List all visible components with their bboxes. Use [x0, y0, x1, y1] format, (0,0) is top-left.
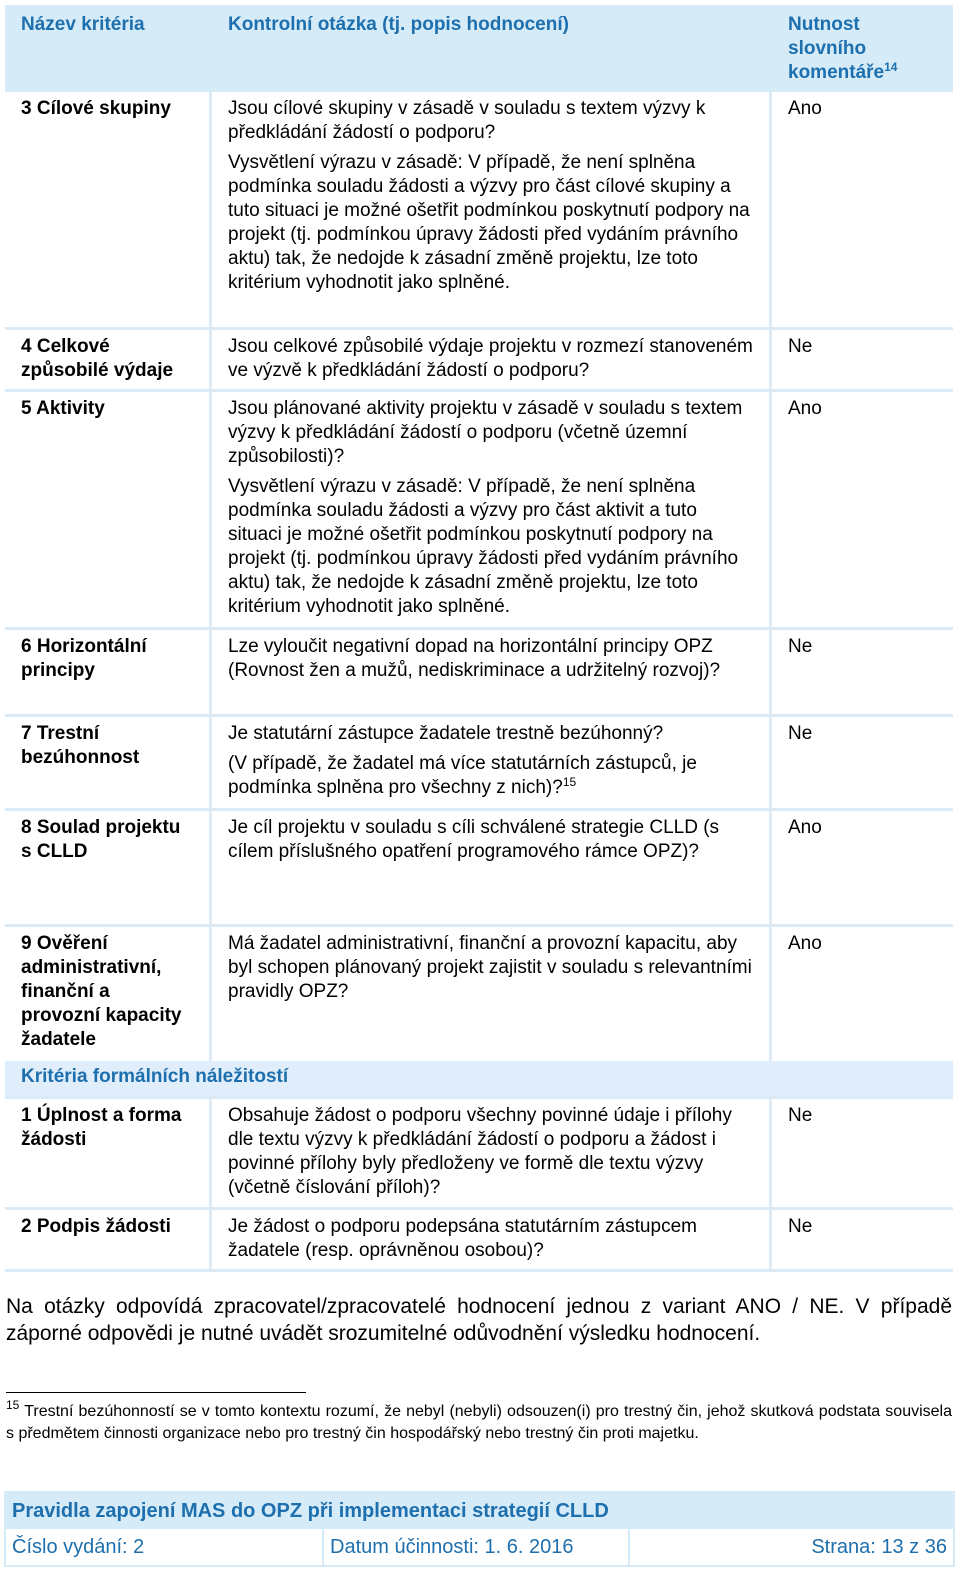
criterion-name: 8 Soulad projektu s CLLD — [5, 811, 212, 927]
comment-required-value: Ano — [772, 92, 953, 330]
footer-effective-date: Datum účinnosti: 1. 6. 2016 — [324, 1529, 630, 1565]
footnote-ref-15: 15 — [562, 775, 577, 789]
comment-required-value: Ne — [772, 1099, 953, 1210]
table-row — [5, 92, 953, 330]
table-row — [5, 630, 953, 717]
criterion-name: 3 Cílové skupiny — [5, 92, 212, 330]
comment-required-value: Ne — [772, 330, 953, 392]
footnote-number: 15 — [6, 1398, 20, 1412]
footer-page-number: Strana: 13 z 36 — [811, 1536, 947, 1558]
question-text: Je žádost o podporu podepsána statutárním zástupcem žadatele (resp. oprávněnou osobou)? — [228, 1216, 697, 1261]
comment-required-value: Ano — [788, 933, 822, 954]
comment-required-value: Ne — [772, 717, 953, 811]
question-text: Má žadatel administrativní, finanční a provozní kapacitu, aby byl schopen plánovaný projekt zajistit v souladu s relevantními pravidly OPZ? — [228, 933, 752, 1002]
table-row — [5, 1210, 953, 1272]
table-row — [5, 392, 953, 630]
question-text: Je cíl projektu v souladu s cíli schválené strategie CLLD (s cílem příslušného opatření programového rámce OPZ)? — [228, 817, 720, 862]
control-question — [212, 92, 772, 330]
control-question — [212, 630, 772, 717]
criterion-name: 7 Trestní bezúhonnost — [5, 717, 212, 811]
answer-instructions: Na otázky odpovídá zpracovatel/zpracovatelé hodnocení jednou z variant ANO / NE. V případě záporné odpovědi je nutné uvádět srozumitelné odůvodnění výsledku hodnocení. — [6, 1295, 952, 1345]
table-row — [5, 811, 953, 927]
control-question — [212, 717, 772, 811]
footer-document-title: Pravidla zapojení MAS do OPZ při implementaci strategií CLLD — [6, 1493, 953, 1529]
comment-required-value: Ano — [772, 811, 953, 927]
question-text: Obsahuje žádost o podporu všechny povinné údaje i přílohy dle textu výzvy k předkládání žádostí o podporu a žádost i povinné přílohy byly předloženy ve formě dle textu výzvy (včetně číslování příloh)? — [228, 1105, 732, 1198]
comment-required-value: Ne — [772, 1210, 953, 1272]
table-row — [5, 717, 953, 811]
footer-info-row — [6, 1529, 953, 1565]
footnote — [6, 1398, 953, 1445]
footnote-separator — [6, 1392, 306, 1393]
criterion-name: 6 Horizontální principy — [5, 630, 212, 717]
comment-required-value: Ne — [772, 630, 953, 717]
page-footer — [4, 1491, 955, 1567]
criterion-name: 5 Aktivity — [5, 392, 212, 630]
question-text: Jsou cílové skupiny v zásadě v souladu s textem výzvy k předkládání žádostí o podporu? — [228, 98, 706, 143]
comment-required-value: Ano — [772, 392, 953, 630]
question-explanation: Vysvětlení výrazu v zásadě: V případě, že není splněna podmínka souladu žádosti a výzvy pro část aktivit a tuto situaci je možné ošetřit podmínkou poskytnutí podpory na projekt (tj. podmínkou úpravy žádosti před vydáním právního aktu) tak, že nedojde k zásadní změně projektu, lze toto kritérium vyhodnotit jako splněné. — [228, 476, 739, 617]
section-header-row — [5, 1061, 953, 1099]
criterion-name: 1 Úplnost a forma žádosti — [5, 1099, 212, 1210]
control-question — [212, 330, 772, 392]
question-text: Jsou plánované aktivity projektu v zásadě v souladu s textem výzvy k předkládání žádostí o podporu (včetně územní způsobilosti)? — [228, 398, 743, 467]
footnote-text: Trestní bezúhonností se v tomto kontextu rozumí, že nebyl (nebyli) odsouzen(i) pro trestný čin, jehož skutková podstata souvisela s předmětem činnosti organizace nebo pro trestný čin hospodářský nebo trestný čin proti majetku. — [6, 1403, 953, 1442]
section-title: Kritéria formálních náležitostí — [5, 1061, 953, 1099]
control-question — [212, 927, 772, 1061]
footer-edition: Číslo vydání: 2 — [6, 1529, 324, 1565]
table-row — [5, 1099, 953, 1210]
table-row — [5, 330, 953, 392]
question-text: Je statutární zástupce žadatele trestně bezúhonný? — [228, 723, 664, 744]
control-question — [212, 1099, 772, 1210]
header-control-question: Kontrolní otázka (tj. popis hodnocení) — [212, 5, 772, 92]
question-text: Jsou celkové způsobilé výdaje projektu v rozmezí stanoveném ve výzvě k předkládání žádostí o podporu? — [228, 336, 753, 381]
question-explanation: Vysvětlení výrazu v zásadě: V případě, že není splněna podmínka souladu žádosti a výzvy pro část cílové skupiny a tuto situaci je možné ošetřit podmínkou poskytnutí podpory na projekt (tj. podmínkou úpravy žádosti před vydáním právního aktu) tak, že nedojde k zásadní změně projektu, lze toto kritérium vyhodnotit jako splněné. — [228, 152, 750, 293]
table-row — [5, 927, 953, 1061]
table-header-row — [5, 5, 953, 92]
question-note: (V případě, že žadatel má více statutárních zástupců, je podmínka splněna pro všechny z nich)?$^{15}$ — [228, 753, 697, 798]
header-comment-required: Nutnost slovního komentáře$^{14}$ — [772, 5, 953, 92]
criteria-table — [5, 5, 953, 1272]
footnote-ref-14: 14 — [884, 60, 898, 74]
criterion-name: 4 Celkové způsobilé výdaje — [5, 330, 212, 392]
header-criterion-name: Název kritéria — [5, 5, 212, 92]
control-question — [212, 1210, 772, 1272]
control-question — [212, 811, 772, 927]
criterion-name: 2 Podpis žádosti — [5, 1210, 212, 1272]
criterion-name: 9 Ověření administrativní, finanční a provozní kapacity žadatele — [5, 927, 212, 1061]
question-text: Lze vyloučit negativní dopad na horizontální principy OPZ (Rovnost žen a mužů, nediskriminace a udržitelný rozvoj)? — [228, 636, 721, 681]
control-question — [212, 392, 772, 630]
